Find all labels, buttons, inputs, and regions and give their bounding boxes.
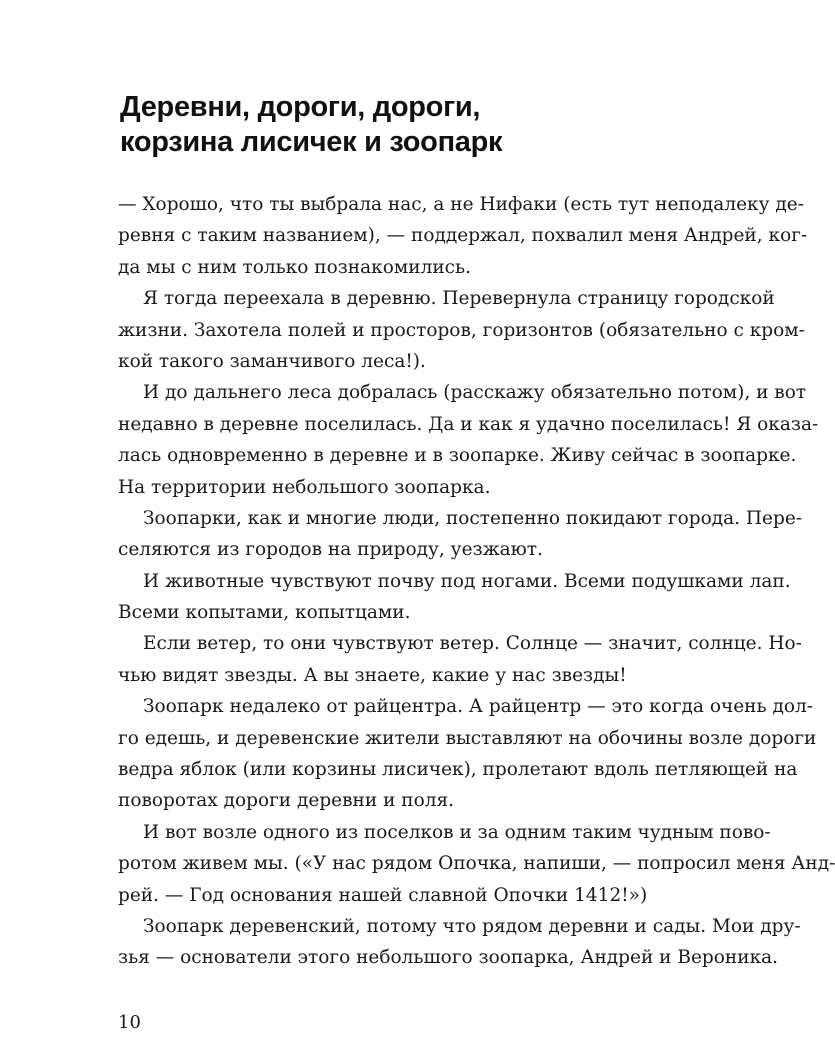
text-line: Если ветер, то они чувствуют ветер. Солнце — значит, солнце. Но-: [143, 633, 802, 655]
text-line: зья — основатели этого небольшого зоопарка, Андрей и Вероника.: [118, 947, 779, 969]
text-line: го едешь, и деревенские жители выставляют на обочины возле дороги: [118, 727, 817, 749]
text-line: Я тогда переехала в деревню. Перевернула страницу городской: [143, 288, 775, 310]
text-line: чью видят звезды. А вы знаете, какие у нас звезды!: [118, 664, 627, 686]
text-line: селяются из городов на природу, уезжают.: [118, 539, 543, 561]
text-line: Зоопарк деревенский, потому что рядом деревни и сады. Мои дру-: [143, 915, 801, 937]
text-line: — Хорошо, что ты выбрала нас, а не Нифаки (есть тут неподалеку де-: [118, 194, 804, 215]
text-line: Зоопарк недалеко от райцентра. А райцентр — это когда очень дол-: [143, 696, 813, 718]
text-line: поворотах дороги деревни и поля.: [118, 790, 455, 812]
text-line: ротом живем мы. («У нас рядом Опочка, напиши, — попросил меня Анд-: [118, 853, 835, 875]
chapter-title-line-1: Деревни, дороги, дороги,: [120, 91, 481, 123]
text-line: недавно в деревне поселилась. Да и как я удачно поселилась! Я оказа-: [118, 413, 819, 435]
text-line: жизни. Захотела полей и просторов, горизонтов (обязательно с кром-: [118, 319, 805, 341]
text-line: На территории небольшого зоопарка.: [118, 476, 491, 498]
chapter-title: [120, 90, 740, 160]
text-line: Зоопарки, как и многие люди, постепенно покидают города. Пере-: [143, 507, 803, 529]
text-line: И животные чувствуют почву под ногами. Всеми подушками лап.: [143, 570, 791, 592]
text-line: кой такого заманчивого леса!).: [118, 350, 426, 372]
body-text: [118, 189, 835, 974]
text-line: И вот возле одного из поселков и за одним таким чудным пово-: [143, 821, 771, 843]
text-line: И до дальнего леса добралась (расскажу обязательно потом), и вот: [143, 382, 807, 404]
text-line: Всеми копытами, копытцами.: [118, 602, 411, 624]
page-number: 10: [118, 1012, 141, 1033]
text-line: ревня с таким названием), — поддержал, похвалил меня Андрей, ког-: [118, 225, 808, 247]
text-line: лась одновременно в деревне и в зоопарке. Живу сейчас в зоопарке.: [118, 445, 797, 467]
text-line: да мы с ним только познакомились.: [118, 256, 471, 278]
chapter-title-line-2: корзина лисичек и зоопарк: [120, 126, 503, 158]
text-line: ведра яблок (или корзины лисичек), пролетают вдоль петляющей на: [118, 759, 798, 781]
text-line: рей. — Год основания нашей славной Опочки 1412!»): [118, 884, 648, 906]
